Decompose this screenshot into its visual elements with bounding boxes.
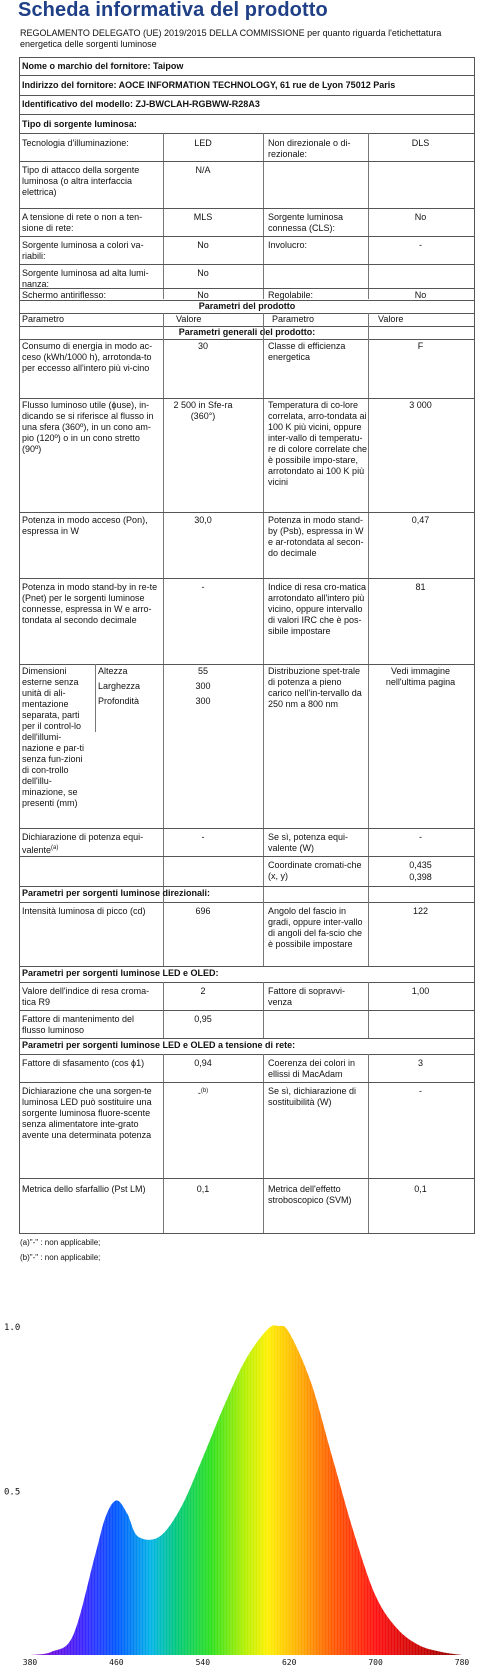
svm-label: Metrica dell'effetto stroboscopico (SVM) bbox=[268, 1184, 352, 1205]
divider bbox=[19, 902, 475, 903]
divider bbox=[19, 264, 475, 265]
chroma-label: Coordinate cromati-che (x, y) bbox=[268, 860, 362, 881]
note-b: (b)"-" : non applicabile; bbox=[20, 1253, 101, 1262]
replace-value: -$^{(b)}$ bbox=[197, 1088, 209, 1098]
r9-value: 2 bbox=[200, 986, 206, 996]
survival-label: Fattore di sopravvi-venza bbox=[268, 986, 346, 1007]
divider bbox=[19, 1010, 475, 1011]
divider bbox=[19, 288, 475, 289]
divider bbox=[19, 133, 475, 134]
pon-label: Potenza in modo acceso (Pon), espressa in W bbox=[22, 515, 148, 536]
consumption-label: Consumo di energia in modo ac-ceso (kWh/1000 h), arrotonda-to per eccesso all'intero più vi-cino bbox=[22, 341, 153, 373]
divider bbox=[163, 902, 164, 966]
y-tick-label: 0.5 bbox=[4, 1487, 21, 1498]
svm-value: 0,1 bbox=[414, 1184, 427, 1194]
pon-value: 30,0 bbox=[194, 515, 212, 525]
depth-label: Profondità bbox=[98, 696, 140, 706]
depth-value: 300 bbox=[195, 696, 211, 706]
peak-value: 696 bbox=[195, 906, 211, 916]
divider bbox=[19, 161, 475, 162]
width-label: Larghezza bbox=[98, 681, 141, 691]
height-label: Altezza bbox=[98, 666, 128, 676]
cct-label: Temperatura di co-lore correlata, arro-tondata ai 100 K più vicini, oppure inter-vallo di temperatu-re di colore correlate che è possibile impo-stare, arrotondato ai 100 K più vicini bbox=[268, 400, 368, 487]
cri-value: 81 bbox=[415, 582, 426, 592]
general-title: Parametri generali del prodotto: bbox=[178, 327, 316, 337]
divider bbox=[263, 133, 264, 299]
replace2-value: - bbox=[419, 1086, 422, 1096]
efficiency-value: F bbox=[417, 341, 424, 351]
psb-value: 0,47 bbox=[411, 515, 430, 525]
dim-label: Regolabile: bbox=[268, 290, 314, 300]
x-tick-label: 380 bbox=[22, 1658, 38, 1667]
chroma-y: 0,398 bbox=[409, 872, 432, 882]
equiv2-label: Se sì, potenza equi-valente (W) bbox=[268, 832, 349, 853]
col-header-value: Valore bbox=[176, 314, 202, 324]
hl-value: No bbox=[197, 268, 209, 278]
divider bbox=[19, 982, 475, 983]
col-header-param2: Parametro bbox=[272, 314, 315, 324]
pnet-value: - bbox=[201, 582, 205, 592]
divider bbox=[19, 339, 475, 340]
regulation-text: REGOLAMENTO DELEGATO (UE) 2019/2015 DELLA COMMISSIONE per quanto riguarda l'etichettatura energetica delle sorgenti luminose bbox=[20, 28, 442, 49]
glare-label: Schermo antiriflesso: bbox=[22, 290, 107, 300]
divider bbox=[19, 398, 475, 399]
divider bbox=[19, 57, 475, 58]
x-tick-label: 620 bbox=[281, 1658, 297, 1667]
divider bbox=[19, 114, 475, 115]
divider bbox=[95, 664, 96, 732]
divider bbox=[19, 95, 475, 96]
mains-label: A tensione di rete o non a ten-sione di rete: bbox=[22, 212, 143, 233]
dim-value: No bbox=[414, 290, 427, 300]
equiv-value: - bbox=[201, 832, 205, 842]
directional-title: Parametri per sorgenti luminose direzionali: bbox=[22, 888, 211, 898]
divider bbox=[19, 236, 475, 237]
replace-label: Dichiarazione che una sorgen-te luminosa LED può sostituire una sorgente luminosa fluore-scente senza alimentatore inte-grato avente una determinata potenza bbox=[22, 1086, 152, 1140]
product-params-title: Parametri del prodotto bbox=[198, 301, 296, 311]
led-title: Parametri per sorgenti luminose LED e OLED: bbox=[22, 968, 219, 978]
col-header-value2: Valore bbox=[378, 314, 404, 324]
divider bbox=[263, 1054, 264, 1234]
flicker-label: Metrica dello sfarfallio (Pst LM) bbox=[22, 1184, 146, 1194]
mains-title: Parametri per sorgenti luminose LED e OLED a tensione di rete: bbox=[22, 1040, 296, 1050]
x-tick-label: 780 bbox=[454, 1658, 470, 1667]
divider bbox=[19, 886, 475, 887]
divider bbox=[19, 208, 475, 209]
divider bbox=[19, 512, 475, 513]
equiv-label: Dichiarazione di potenza equi-valente$^{(a)}$ bbox=[22, 832, 144, 855]
divider bbox=[368, 902, 369, 966]
mains-value: MLS bbox=[193, 212, 213, 222]
nondir-value: DLS bbox=[411, 138, 430, 148]
survival-value: 1,00 bbox=[411, 986, 430, 996]
hl-label: Sorgente luminosa ad alta lumi-nanza: bbox=[22, 268, 149, 289]
y-tick-label: 1.0 bbox=[4, 1323, 21, 1333]
divider bbox=[19, 1178, 475, 1179]
x-tick-label: 540 bbox=[195, 1658, 211, 1667]
cap-label: Tipo di attacco della sorgente luminosa (o altra interfaccia elettrica) bbox=[22, 165, 140, 197]
divider bbox=[19, 966, 475, 967]
width-value: 300 bbox=[195, 681, 211, 691]
color-label: Sorgente luminosa a colori va-riabili: bbox=[22, 240, 144, 261]
beam-label: Angolo del fascio in gradi, oppure inter-vallo di angoli del fa-scio che è possibile impostare bbox=[268, 906, 363, 949]
efficiency-label: Classe di efficienza energetica bbox=[268, 341, 346, 362]
light-source-type: Tipo di sorgente luminosa: bbox=[22, 119, 137, 129]
r9-label: Valore dell'indice di resa croma-tica R9 bbox=[22, 986, 150, 1007]
cls-value: No bbox=[414, 212, 427, 222]
beam-value: 122 bbox=[412, 906, 429, 916]
divider bbox=[19, 828, 475, 829]
cri-label: Indice di resa cro-matica arrotondato all'intero più vicino, oppure intervallo di valori IRC che è pos-sibile impostare bbox=[268, 582, 367, 636]
equiv2-value: - bbox=[419, 832, 422, 842]
flux-label: Flusso luminoso utile (ϕuse), in-dicando se si riferisce al flusso in una sfera (360º), in un cono am-pio (120º) o in un cono stretto (90º) bbox=[22, 400, 154, 454]
pnet-label: Potenza in modo stand-by in re-te (Pnet) per le sorgenti luminose connesse, espressa in W e arro-tondata al secondo decimale bbox=[22, 582, 158, 625]
divider bbox=[19, 1082, 475, 1083]
divider bbox=[19, 1233, 475, 1234]
peak-label: Intensità luminosa di picco (cd) bbox=[22, 906, 146, 916]
tech-value: LED bbox=[194, 138, 212, 148]
psb-label: Potenza in modo stand-by (Psb), espressa in W e ar-rotondata al secon-do decimale bbox=[268, 515, 364, 558]
spd-label: Distribuzione spet-trale di potenza a pieno carico nell'in-tervallo da 250 nm a 800 nm bbox=[268, 666, 362, 709]
cls-label: Sorgente luminosa connessa (CLS): bbox=[268, 212, 344, 233]
x-tick-label: 700 bbox=[368, 1658, 383, 1667]
color-value: No bbox=[197, 240, 209, 250]
dims-label: Dimensioni esterne senza unità di ali-mentazione separata, parti per il control-lo dell'illumi-nazione e par-ti senza fun-zioni di con-trollo dell'illu-minazione, se presenti (mm) bbox=[22, 666, 85, 808]
macadam-value: 3 bbox=[417, 1058, 423, 1068]
maint-value: 0,95 bbox=[194, 1014, 212, 1024]
divider bbox=[163, 1054, 164, 1234]
envelope-label: Involucro: bbox=[268, 240, 308, 250]
model-identifier: Identificativo del modello: ZJ-BWCLAH-RGBWW-R28A3 bbox=[22, 99, 260, 109]
spd-value: Vedi immagine nell'ultima pagina bbox=[385, 666, 456, 687]
consumption-value: 30 bbox=[197, 341, 208, 351]
height-value: 55 bbox=[197, 666, 208, 676]
chroma-x: 0,435 bbox=[409, 860, 432, 870]
envelope-value: - bbox=[419, 240, 422, 250]
glare-value: No bbox=[197, 290, 209, 300]
flux-value: 2 500 in Sfe-ra (360°) bbox=[173, 400, 233, 421]
tech-label: Tecnologia d'illuminazione: bbox=[22, 138, 129, 148]
divider bbox=[19, 75, 475, 76]
cap-value: N/A bbox=[195, 165, 211, 175]
note-a: (a)"-" : non applicabile; bbox=[20, 1238, 101, 1247]
cct-value: 3 000 bbox=[409, 400, 432, 410]
spectrum-chart bbox=[0, 1318, 490, 1667]
divider bbox=[19, 578, 475, 579]
maint-label: Fattore di mantenimento del flusso luminoso bbox=[22, 1014, 135, 1035]
page-title: Scheda informativa del prodotto bbox=[18, 0, 328, 21]
divider bbox=[263, 902, 264, 966]
pf-value: 0,94 bbox=[194, 1058, 212, 1068]
nondir-label: Non direzionale o di-rezionale: bbox=[268, 138, 351, 159]
divider bbox=[368, 1054, 369, 1234]
supplier-address: Indirizzo del fornitore: AOCE INFORMATION TECHNOLOGY, 61 rue de Lyon 75012 Paris bbox=[22, 80, 396, 90]
divider bbox=[163, 133, 164, 299]
divider bbox=[19, 1054, 475, 1055]
replace2-label: Se sì, dichiarazione di sostituibilità (W) bbox=[268, 1086, 357, 1107]
macadam-label: Coerenza dei colori in ellissi di MacAdam bbox=[268, 1058, 356, 1079]
divider bbox=[19, 664, 475, 665]
flicker-value: 0,1 bbox=[196, 1184, 210, 1194]
divider bbox=[368, 133, 369, 299]
col-header-param: Parametro bbox=[22, 314, 65, 324]
supplier-name: Nome o marchio del fornitore: Taipow bbox=[22, 61, 184, 71]
divider bbox=[19, 856, 475, 857]
x-tick-label: 460 bbox=[109, 1658, 124, 1667]
pf-label: Fattore di sfasamento (cos ϕ1) bbox=[22, 1058, 145, 1068]
divider bbox=[19, 1038, 475, 1039]
